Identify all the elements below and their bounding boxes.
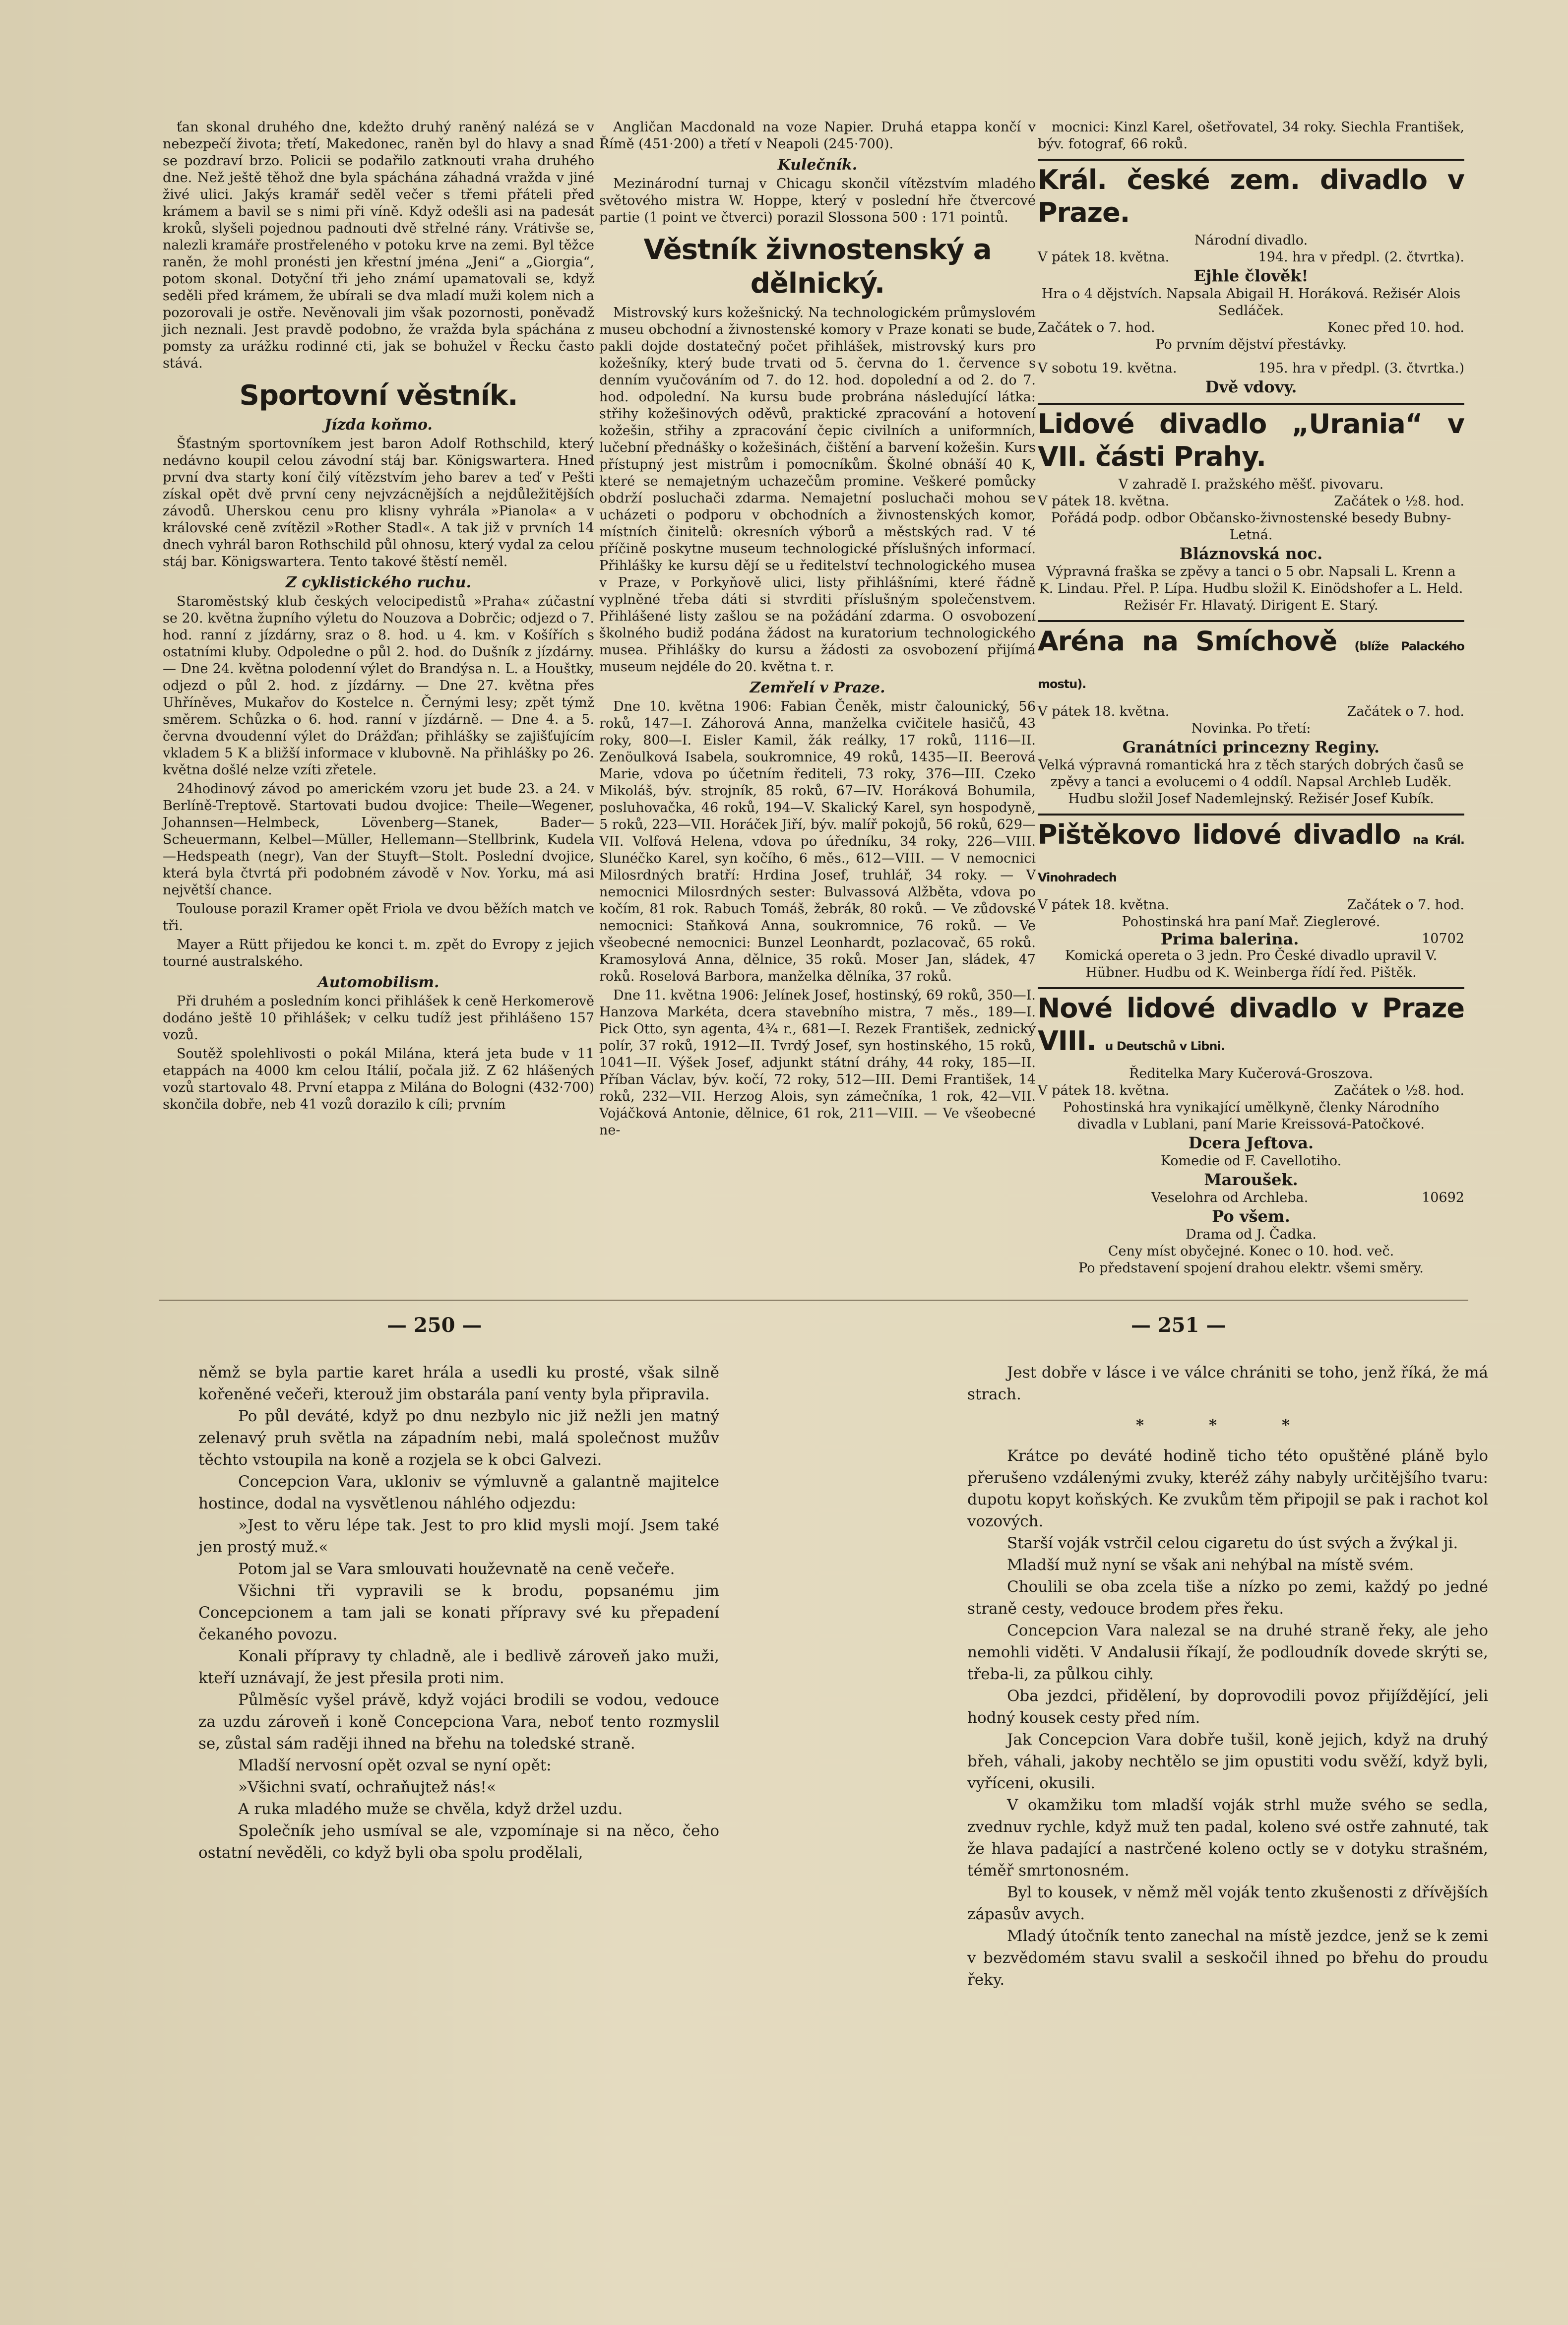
play-info: Veselohra od Archleba. (1151, 1190, 1309, 1205)
theatre-name: Pištěkovo lidové divadlo (1038, 819, 1401, 850)
show-subscription: 194. hra v předpl. (2. čtvrtka). (1258, 250, 1464, 265)
novel-paragraph: němž se byla partie karet hrála a usedli ku prosté, však silně kořeněné večeři, kterouž jim obstarála paní venty byla připravila. (198, 1364, 719, 1403)
play-title: Bláznovská noc. (1179, 544, 1323, 563)
novel-paragraph: Všichni tři vypravili se k brodu, popsanému jim Concepcionem a tam jali se konati přípravy své ku přepadení čekaného povozu. (198, 1582, 719, 1643)
novel-paragraph: Společník jeho usmíval se ale, vzpomínaje si na něco, čeho ostatní nevěděli, co když byli oba spolu prodělali, (198, 1822, 719, 1862)
theatre-title: Lidové divadlo „Urania“ v VII. části Prahy. (1038, 403, 1464, 473)
show-end: Konec před 10. hod. (1327, 320, 1464, 335)
novel-paragraph: Byl to kousek, v němž měl voják tento zkušenosti z dřívějších zápasův avych. (967, 1884, 1488, 1923)
show-date-row (1038, 897, 1464, 914)
show-date: V pátek 18. května. (1038, 704, 1170, 719)
show-start: Začátek o ½8. hod. (1334, 1083, 1464, 1098)
subsection-title: Z cyklistického ruchu. (285, 574, 472, 591)
novel-paragraph: Jest dobře v lásce i ve válce chrániti se toho, jenž říká, že má strach. (967, 1364, 1488, 1403)
theatre-title (1038, 987, 1464, 1063)
ad-number: 10702 (1422, 931, 1464, 946)
play-title: Granátníci princezny Reginy. (1122, 738, 1380, 756)
article-paragraph: Mayer a Rütt přijedou ke konci t. m. zpět do Evropy z jejich tourné australského. (163, 937, 594, 969)
novel-paragraph: »Všichni svatí, ochraňujtež nás!« (238, 1778, 496, 1796)
theatre-title (1038, 620, 1464, 700)
play-info-row (1038, 1190, 1464, 1206)
play-info: Drama od J. Čadka. (1185, 1227, 1317, 1242)
novel-paragraph: Oba jezdci, přidělení, by doprovodili povoz přijíždějící, jeli hodný kousek cesty před ním. (967, 1687, 1488, 1727)
show-start: Začátek o 7. hod. (1347, 704, 1464, 719)
show-date: V pátek 18. května. (1038, 494, 1170, 509)
novel-paragraph: Po půl deváté, když po dnu nezbylo nic již nežli jen matný zelenavý pruh světla na západním nebi, malá společnost mužův těchto vstoupila na koně a rozjela se k obci Galvezi. (198, 1407, 719, 1469)
article-paragraph: Dne 10. května 1906: Fabian Čeněk, mistr čalounický, 56 roků, 147—I. Záhorová Anna, manželka cvičitele hasičů, 43 roky, 800—I. Eisler Kamil, žák reálky, 17 roků, 1116—II. Zenöulková Isabela, soukromnice, 49 roků, 1435—II. Beerová Marie, vdova po účetním řediteli, 73 roky, 376—III. Czeko Mikoláš, býv. strojník, 85 roků, 67—IV. Horáková Bohumila, posluhovačka, 46 roků, 194—V. Skalický Karel, syn hospodyně, 5 roků, 223—VII. Horáček Jiří, býv. malíř pokojů, 56 roků, 629—VII. Volfová Helena, vdova po úředníku, 34 roky, 226—VIII. Slunéčko Karel, syn kočího, 6 měs., 612—VIII. — V nemocnici Milosrdných bratří: Hrdina Josef, truhlář, 34 roky. — V nemocnici Milosrdných sester: Bulvassová Alžběta, vdova po kočím, 81 rok. Rabuch Tomáš, žebrák, 80 roků. — Ve zůdovské nemocnici: Staňková Anna, soukromnice, 76 roků. — Ve všeobecné nemocnici: Bunzel Leonhardt, pozlacovač, 65 roků. Kramosylová Anna, dělnice, 35 roků. Moser Jan, sládek, 47 roků. Roselová Barbora, manželka dělníka, 37 roků. (599, 699, 1036, 984)
theatre-subtitle: Národní divadlo. (1194, 233, 1308, 248)
play-title: Prima balerina. (1160, 930, 1299, 948)
novel-paragraph: V okamžiku tom mladší voják strhl muže svého se sedla, zvednuv rychle, když muž ten padal, koleno své ostře zahnuté, tak že hlava padající a nastrčené koleno octly se v dotyku strašném, téměř smrtonosném. (967, 1796, 1488, 1880)
article-paragraph: mocnici: Kinzl Karel, ošetřovatel, 34 roky. Siechla František, býv. fotograf, 66 roků. (1038, 120, 1464, 152)
show-date: V sobotu 19. května. (1038, 361, 1177, 376)
play-info: Komická opereta o 3 jedn. Pro České divadlo upravil V. Hübner. Hudbu od K. Weinberga řídí řed. Pištěk. (1065, 948, 1438, 980)
article-paragraph: Dne 11. května 1906: Jelínek Josef, hostinský, 69 roků, 350—I. Hanzova Markéta, dcera stavebního mistra, 7 měs., 189—I. Pick Otto, syn agenta, 4¾ r., 681—I. Rezek František, zednický polír, 37 roků, 1912—II. Tvrdý Josef, syn hostinského, 15 roků, 1041—II. Výšek Josef, adjunkt státní dráhy, 44 roky, 185—II. Příban Václav, býv. kočí, 72 roky, 512—III. Demi František, 14 roků, 232—VII. Herzog Alois, syn zámečníka, 1 rok, 42—VII. Vojáčková Antonie, dělnice, 61 rok, 211—VIII. — Ve všeobecné ne- (599, 988, 1036, 1138)
show-date: V pátek 18. května. (1038, 897, 1170, 913)
play-note: Pořádá podp. odbor Občansko-živnostenské besedy Bubny-Letná. (1051, 510, 1451, 543)
show-start: Začátek o 7. hod. (1038, 320, 1155, 335)
play-title: Ejhle člověk! (1193, 266, 1309, 285)
show-start: Začátek o ½8. hod. (1334, 494, 1464, 509)
theatre-note: (blíže Palackého mostu). (1038, 639, 1464, 691)
show-date-row (1038, 703, 1464, 720)
theatre-title (1038, 814, 1464, 894)
play-note: Ceny míst obyčejné. Konec o 10. hod. več. (1108, 1244, 1394, 1259)
show-subscription: 195. hra v předpl. (3. čtvrtka.) (1258, 361, 1464, 376)
theatre-subtitle: V zahradě I. pražského měšť. pivovaru. (1118, 477, 1384, 492)
article-paragraph: Soutěž spolehlivosti o pokál Milána, která jeta bude v 11 etappách na 4000 km celou Itálií, počala již. Z 62 hlášených vozů startovalo 48. První etappa z Milána do Bologni (432·700) skončila dobře, neb 41 vozů dorazilo k cíli; prvním (163, 1046, 594, 1112)
show-date: V pátek 18. května. (1038, 250, 1170, 265)
column-3 (1038, 119, 1464, 1277)
novel-paragraph: Krátce po deváté hodině ticho této opuštěné pláně bylo přerušeno vzdálenými zvuky, kteréž záhy nabyly určitějšího tvaru: dupotu kopyt koňských. Ke zvukům těm připojil se pak i rachot kol vozových. (967, 1447, 1488, 1530)
play-info: Velká výpravná romantická hra z těch starých dobrých časů se zpěvy a tanci a evolucemi o 4 oddíl. Napsal Archleb Luděk. Hudbu složil Josef Nademlejnský. Režisér Josef Kubík. (1038, 757, 1464, 807)
theatre-title: Král. české zem. divadlo v Praze. (1038, 159, 1464, 229)
show-time-row (1038, 319, 1464, 336)
column-1 (163, 119, 594, 1115)
section-title-sport: Sportovní věstník. (239, 379, 518, 412)
play-info: Výpravná fraška se zpěvy a tanci o 5 obr. Napsali L. Krenn a K. Lindau. Přel. P. Lípa. Hudbu složil K. Einödshofer a L. Held. Režisér Fr. Hlavatý. Dirigent E. Starý. (1039, 564, 1463, 613)
novel-paragraph: Potom jal se Vara smlouvati houževnatě na ceně večeře. (238, 1560, 675, 1578)
play-note: Novinka. Po třetí: (1191, 721, 1311, 736)
novel-left-page (198, 1362, 719, 1864)
article-paragraph: Šťastným sportovníkem jest baron Adolf Rothschild, který nedávno koupil celou závodní stáj bar. Königswartera. Hned první dva starty koní čilý vítězstvím jeho barev a teď v Pešti získal opět dvě první ceny nejvzácnějších a nejdůležitějších závodů. Uherskou cenu pro klisny vyhrála »Pianola« a v královské ceně zvítězil »Rother Stadl«. A tak již v prvních 14 dnech vyhrál baron Rothschild půl ohnosu, který vydal za celou stáj bar. Königswartera. Tento takové štěstí neměl. (163, 436, 594, 569)
novel-paragraph: Starší voják vstrčil celou cigaretu do úst svých a žvýkal ji. (1007, 1534, 1458, 1552)
novel-paragraph: Mladý útočník tento zanechal na místě jezdce, jenž se k zemi v bezvědomém stavu svalil a seskočil ihned po břehu do proudu řeky. (967, 1927, 1488, 1989)
novel-paragraph: Concepcion Vara nalezal se na druhé straně řeky, ale jeho nemohli viděti. V Andalusii říkají, že podloudník dovede skrýti se, třeba-li, za půlkou cihly. (967, 1622, 1488, 1683)
play-note: Pohostinská hra vynikající umělkyně, členky Národního divadla v Lublani, paní Marie Kreissová-Patočkové. (1063, 1100, 1440, 1132)
theatre-note: u Deutschů v Libni. (1105, 1039, 1225, 1053)
page-number-right: — 251 — (1131, 1314, 1226, 1337)
play-title: Maroušek. (1204, 1170, 1298, 1189)
news-article: ťan skonal druhého dne, kdežto druhý raněný nalézá se v nebezpečí života; třetí, Makedonec, raněn byl do hlavy a snad se pozdraví brzo. Policii se podařilo zatknouti vraha druhého dne. Než ještě těhož dne byla spáchána záhadná vražda v jiné živé ulici. Jakýs kramář seděl večer s třemi přáteli před krámem a bavil se s nimi při víně. Když odešli asi na padesát kroků, slyšeli pojednou padnouti dvě střelné rány. Vrátivše se, nalezli kramáře prostřeleného v potoku krve na zemi. Byl těžce raněn, že mohl pronésti jen křestní jména „Jeni“ a „Giorgia“, potom skonal. Dotyční tři jeho známí upamatovali se, když seděli před krámem, že ubírali se dva mladí muži kolem nich a pozorovali je ostře. Nevěnovali jim však pozornosti, poněvadž jich neznali. Jest pravdě podobno, že vražda byla spáchána z pomsty za urážku rodinné cti, jak se bohužel v Řecku často stává. (163, 120, 594, 371)
theatre-name: Nové lidové divadlo v Praze VIII. (1038, 993, 1464, 1057)
show-date-row (1038, 493, 1464, 510)
show-date-row (1038, 360, 1464, 377)
play-title: Dcera Jeftova. (1188, 1133, 1314, 1152)
section-title-trade: Věstník živnostenský a dělnický. (643, 234, 992, 300)
theatre-director: Ředitelka Mary Kučerová-Groszova. (1129, 1066, 1373, 1081)
page-divider (159, 1300, 1468, 1301)
show-date: V pátek 18. května. (1038, 1083, 1170, 1098)
novel-paragraph: Mladší muž nyní se však ani nehýbal na místě svém. (1007, 1556, 1414, 1574)
article-paragraph: Mistrovský kurs kožešnický. Na technologickém průmyslovém museu obchodní a živnostenské komory v Praze konati se bude, pakli dojde dostatečný počet přihlášek, mistrovský kurs pro kožešníky, který bude trvati od 5. června do 1. července s denním vyučováním od 7. do 12. hod. dopolední a od 2. do 7. hod. odpolední. Na kursu bude probrána následující látka: střihy kožešinových oděvů, praktické zpracování a hotovení kožešin, střihy a zpracování čepic civilních a uniformních, lučební přednášky o kožešinách, čištění a barvení kožešin. Kurs přístupný jest mistrům i pomocníkům. Školné obnáší 40 K, které se nemajetným uchazečům promine. Veškeré pomůcky obdrží posluchači zdarma. Nemajetní posluchači mohou se ucházeti o podporu v obchodních a živnostenských komor, místních činitelů: okresních výborů a městských rad. V té příčině poskytne museum technologické příslušných informací. Přihlášky ke kursu dějí se u ředitelství technologického musea v Praze, v Porkyňově ulici, listy přihlášními, které řádně vyplněné třeba dáti si stvrditi příslušným společenstvem. Přihlášené listy zašlou se na požádání zdarma. O osvobození školného budiž podána žádost na kuratorium technologického musea. Přihlášky do kursu a žádosti za osvobození přijímá museum nejdéle do 20. května t. r. (599, 305, 1036, 675)
subsection-title: Jízda koňmo. (324, 416, 433, 434)
article-paragraph: Staroměstský klub českých velocipedistů »Praha« zúčastní se 20. května župního výletu do Nouzova a Dobrčic; odjezd o 7. hod. ranní z jízdárny, sraz o 8. hod. u 4. km. v Košířích s ostatními kluby. Odpoledne o půl 2. hod. do Dušník z jízdárny. — Dne 24. května polodenní výlet do Brandýsa n. L. a Houštky, odjezd o půl 2. hod. z jízdárny. — Dne 27. května přes Uhříněves, Mukařov do Kostelce n. Černými lesy; zpět týmž směrem. Schůzka o 6. hod. ranní v jízdárně. — Dne 4. a 5. června dvoudenní výlet do Drážďan; přihlášky se zajišťujícím vkladem 5 K a bližší informace v klubovně. Na přihlášky po 26. května došlé nelze vzíti zřetele. (163, 594, 594, 778)
novel-paragraph: Mladší nervosní opět ozval se nyní opět: (238, 1757, 552, 1774)
page-number-left: — 250 — (387, 1314, 482, 1337)
article-paragraph: Angličan Macdonald na voze Napier. Druhá etappa končí v Římě (451·200) a třetí v Neapoli (245·700). (599, 120, 1036, 152)
theatre-name: Aréna na Smíchově (1038, 626, 1337, 657)
column-2 (599, 119, 1036, 1141)
novel-paragraph: Concepcion Vara, ukloniv se výmluvně a galantně majitelce hostince, dodal na vysvětlenou náhlého odjezdu: (198, 1473, 719, 1512)
novel-paragraph: Choulili se oba zcela tiše a nízko po zemi, každý po jedné straně cesty, vedouce brodem přes řeku. (967, 1578, 1488, 1618)
novel-paragraph: Jak Concepcion Vara dobře tušil, koně jejich, když na druhý břeh, váhali, jakoby nechtělo se jim opustiti vodu svěží, když byli, vyříceni, okusili. (967, 1731, 1488, 1792)
show-date-row (1038, 1082, 1464, 1099)
subsection-title: Zemřelí v Praze. (750, 679, 885, 696)
novel-right-page (967, 1362, 1488, 1991)
novel-paragraph: Konali přípravy ty chladně, ale i bedlivě zároveň jako muži, kteří uznávají, že jest přesila proti nim. (198, 1647, 719, 1687)
play-note: Po představení spojení drahou elektr. všemi směry. (1078, 1260, 1424, 1276)
play-note: Po prvním dějství přestávky. (1155, 337, 1347, 352)
play-info: Hra o 4 dějstvích. Napsala Abigail H. Horáková. Režisér Alois Sedláček. (1041, 286, 1461, 318)
novel-paragraph: Půlměsíc vyšel právě, když vojáci brodili se vodou, vedouce za uzdu zároveň i koně Concepciona Vara, neboť tento rozmyslil se, zůstal sám raději ihned na břehu na toledské straně. (198, 1691, 719, 1753)
novel-paragraph: »Jest to věru lépe tak. Jest to pro klid mysli mojí. Jsem také jen prostý muž.« (198, 1516, 719, 1556)
play-title-row (1038, 931, 1464, 947)
play-info: Komedie od F. Cavellotiho. (1160, 1153, 1342, 1169)
article-paragraph: Při druhém a posledním konci přihlášek k ceně Herkomerově dodáno ještě 10 přihlášek; v celku tudíž jest přihlášeno 157 vozů. (163, 994, 594, 1043)
article-paragraph: 24hodinový závod po americkém vzoru jet bude 23. a 24. v Berlíně-Treptově. Startovati budou dvojice: Theile—Wegener, Johannsen—Helmbeck, Lövenberg—Stanek, Bader—Scheuermann, Kelbel—Müller, Hellemann—Stellbrink, Kudela—Hedspeath (negr), Van der Stuyft—Stolt. Poslední dvojice, která byla čtvrtá při podobném závodě v Nov. Yorku, má asi největší chance. (163, 781, 594, 898)
section-break: * * * (1135, 1416, 1320, 1434)
subsection-title: Kulečník. (777, 156, 858, 174)
show-start: Začátek o 7. hod. (1347, 897, 1464, 913)
novel-paragraph: A ruka mladého muže se chvěla, když držel uzdu. (238, 1800, 623, 1818)
article-paragraph: Toulouse porazil Kramer opět Friola ve dvou běžích match ve tři. (163, 901, 594, 934)
play-note: Pohostinská hra paní Mař. Zieglerové. (1122, 914, 1380, 930)
play-title: Dvě vdovy. (1205, 377, 1297, 396)
play-title: Po všem. (1212, 1207, 1290, 1226)
show-date-row (1038, 249, 1464, 266)
theatre-note: na Král. Vinohradech (1038, 833, 1464, 884)
article-paragraph: Mezinárodní turnaj v Chicagu skončil vítězstvím mladého světového mistra W. Hoppe, který v poslední hře čtvercové partie (1 point ve čtverci) porazil Slossona 500 : 171 pointů. (599, 176, 1036, 225)
subsection-title: Automobilism. (317, 974, 439, 991)
ad-number: 10692 (1422, 1190, 1464, 1205)
